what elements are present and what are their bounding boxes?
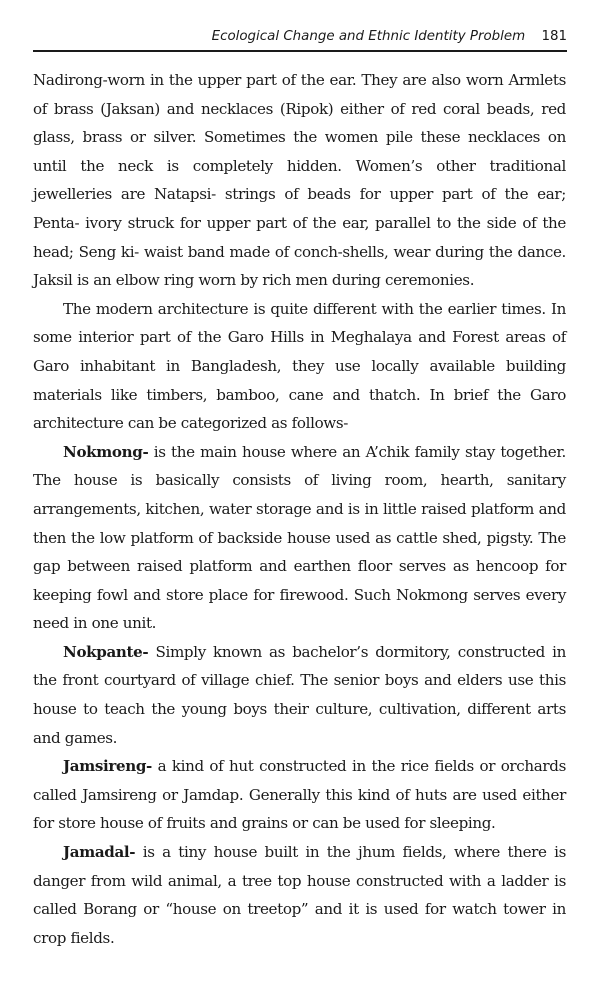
paragraph-text: is the main house where an A’chik family stay together. The house is basically consists of living room, hearth, sanitary arrangements, kitchen, water storage and is in little raised platform and then the low platform of backside house used as cattle shed, pigsty. The gap between raised platform and earthen floor serves as hencoop for keeping fowl and store place for firewood. Such Nokmong serves every need in one unit. xyxy=(33,442,566,633)
body-text xyxy=(33,66,566,952)
term-nokmong: Nokmong- xyxy=(63,442,149,461)
paragraph-text: The modern architecture is quite different with the earlier times. In some interior part of the Garo Hills in Meghalaya and Forest areas of Garo inhabitant in Bangladesh, they use locally available building materials like timbers, bamboo, cane and thatch. In brief the Garo architecture can be categorized as follows- xyxy=(33,299,566,433)
paragraph-jamsireng xyxy=(33,752,566,838)
paragraph-nokmong xyxy=(33,438,566,638)
paragraph-jamadal xyxy=(33,838,566,952)
running-title: Ecological Change and Ethnic Identity Problem xyxy=(211,29,526,44)
paragraph-jewellery xyxy=(33,66,566,295)
paragraph-nokpante xyxy=(33,638,566,752)
paragraph-text: is a tiny house built in the jhum fields, where there is danger from wild animal, a tree top house constructed with a ladder is called Borang or “house on treetop” and it is used for watch tower in crop fields. xyxy=(33,843,566,947)
term-jamsireng: Jamsireng- xyxy=(63,757,152,776)
term-nokpante: Nokpante- xyxy=(63,642,149,661)
term-jamadal: Jamadal- xyxy=(63,843,136,862)
paragraph-text: Simply known as bachelor’s dormitory, constructed in the front courtyard of village chief. The senior boys and elders use this house to teach the young boys their culture, cultivation, different arts and games. xyxy=(33,642,566,747)
page-number: 181 xyxy=(541,29,567,44)
running-header xyxy=(33,26,567,52)
paragraph-architecture xyxy=(33,295,566,438)
paragraph-text: Nadirong-worn in the upper part of the ear. They are also worn Armlets of brass (Jaksan) and necklaces (Ripok) either of red coral beads, red glass, brass or silver. Sometimes the women pile these necklaces on until the neck is completely hidden. Women’s other traditional jewelleries are Natapsi- strings of beads for upper part of the ear; Penta- ivory struck for upper part of the ear, parallel to the side of the head; Seng ki- waist band made of conch-shells, wear during the dance. Jaksil is an elbow ring worn by rich men during ceremonies. xyxy=(33,71,566,290)
paragraph-text: a kind of hut constructed in the rice fields or orchards called Jamsireng or Jamdap. Generally this kind of huts are used either for store house of fruits and grains or can be used for sleeping. xyxy=(33,757,566,833)
